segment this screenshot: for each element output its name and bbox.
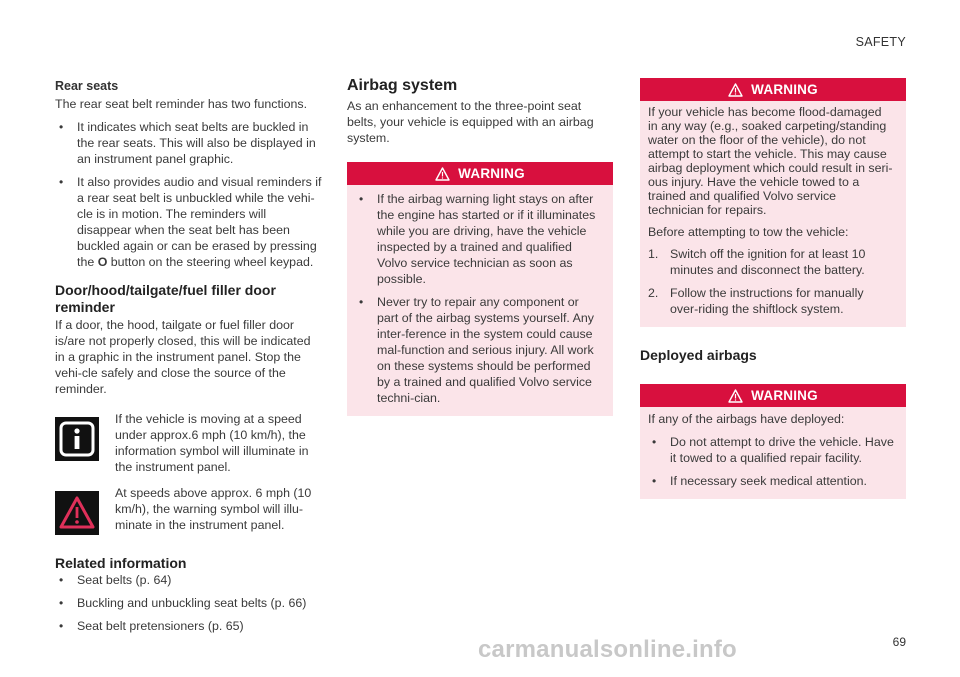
tow-intro: Before attempting to tow the vehicle: (648, 225, 849, 239)
warning-triangle-icon (728, 83, 743, 97)
related-information-list (55, 572, 323, 634)
warning-symbol-row (55, 485, 323, 535)
tow-steps (648, 246, 894, 317)
list-item: 2. Follow the instructions for manually over-riding the shiftlock system. (648, 286, 864, 316)
list-item: • It indicates which seat belts are buckled in the rear seats. This will also be displayed in an instrument panel graphic. (55, 119, 323, 167)
list-item: • If necessary seek medical attention. (648, 473, 894, 489)
warning-body (640, 407, 906, 499)
deployed-list (648, 434, 894, 489)
list-item: • It also provides audio and visual reminders if a rear seat belt is unbuckled while the vehi-cle is in motion. The reminders will disappear when the seat belt has been buckled again or can be erased by pressing the O button on the steering wheel keypad. (55, 174, 323, 270)
warning-body (640, 101, 906, 327)
warning-triangle-icon (728, 389, 743, 403)
deployed-warning-box (640, 384, 906, 499)
list-item: 1. Switch off the ignition for at least 10 minutes and disconnect the battery. (648, 247, 866, 277)
list-item: • Never try to repair any component or part of the airbag systems yourself. Any inter-ference in the system could cause mal-function and serious injury. All work on these systems should be performed by a trained and qualified Volvo service techni-cian. (355, 294, 601, 406)
list-item: • Do not attempt to drive the vehicle. Have it towed to a qualified repair facility. (648, 434, 894, 466)
related-information-heading: Related information (55, 555, 187, 571)
rear-seats-list (55, 119, 323, 270)
warning-body (347, 185, 613, 416)
rear-seats-heading: Rear seats (55, 79, 119, 93)
airbag-warning-box (347, 162, 613, 416)
deployed-intro: If any of the airbags have deployed: (648, 412, 845, 426)
related-link-seat-belts[interactable]: • Seat belts (p. 64) (55, 572, 323, 588)
info-symbol-row (55, 411, 323, 475)
column-1 (55, 78, 323, 634)
warning-symbol-icon (55, 491, 99, 535)
info-symbol-icon (55, 417, 99, 461)
warning-label: WARNING (458, 165, 525, 181)
warning-header (347, 162, 613, 185)
page-number: 69 (892, 635, 906, 649)
warning-triangle-icon (435, 167, 450, 181)
button-glyph: O (97, 255, 108, 269)
rear-seats-intro: The rear seat belt reminder has two functions. (55, 97, 308, 111)
watermark: carmanualsonline.info (478, 636, 737, 663)
related-link-pretensioners[interactable]: • Seat belt pretensioners (p. 65) (55, 618, 323, 634)
list-item: • If the airbag warning light stays on after the engine has started or if it illuminates while you are driving, have the vehicle inspected by a trained and qualified Volvo service technician as soon as possible. (355, 191, 601, 287)
deployed-airbags-heading: Deployed airbags (640, 347, 757, 363)
airbag-system-heading: Airbag system (347, 77, 458, 94)
warning-header (640, 78, 906, 101)
info-symbol-text: If the vehicle is moving at a speed under approx.6 mph (10 km/h), the information symbol will illuminate in the instrument panel. (115, 412, 309, 474)
related-link-buckling[interactable]: • Buckling and unbuckling seat belts (p. 66) (55, 595, 323, 611)
column-2 (347, 76, 613, 416)
section-title: SAFETY (855, 35, 906, 49)
airbag-system-intro: As an enhancement to the three-point seat belts, your vehicle is equipped with an airbag system. (347, 99, 594, 145)
warning-symbol-text: At speeds above approx. 6 mph (10 km/h), the warning symbol will illu-minate in the instrument panel. (115, 486, 312, 532)
flood-warning-text: If your vehicle has become flood-damaged in any way (e.g., soaked carpeting/standing water on the floor of the vehicle), do not attempt to start the vehicle. This may cause airbag deployment which could result in seri-ous injury. Have the vehicle towed to a trained and qualified Volvo service technician for repairs. (648, 105, 893, 217)
door-reminder-text: If a door, the hood, tailgate or fuel filler door is/are not properly closed, this will be indicated in a graphic in the instrument panel. Stop the vehi-cle safely and close the source of the reminder. (55, 318, 311, 396)
warning-label: WARNING (751, 387, 818, 403)
door-reminder-heading: Door/hood/tailgate/fuel filler door reminder (55, 282, 276, 315)
column-3 (640, 78, 906, 499)
warning-label: WARNING (751, 81, 818, 97)
warning-header (640, 384, 906, 407)
warning-list (355, 191, 601, 406)
flood-warning-box (640, 78, 906, 327)
